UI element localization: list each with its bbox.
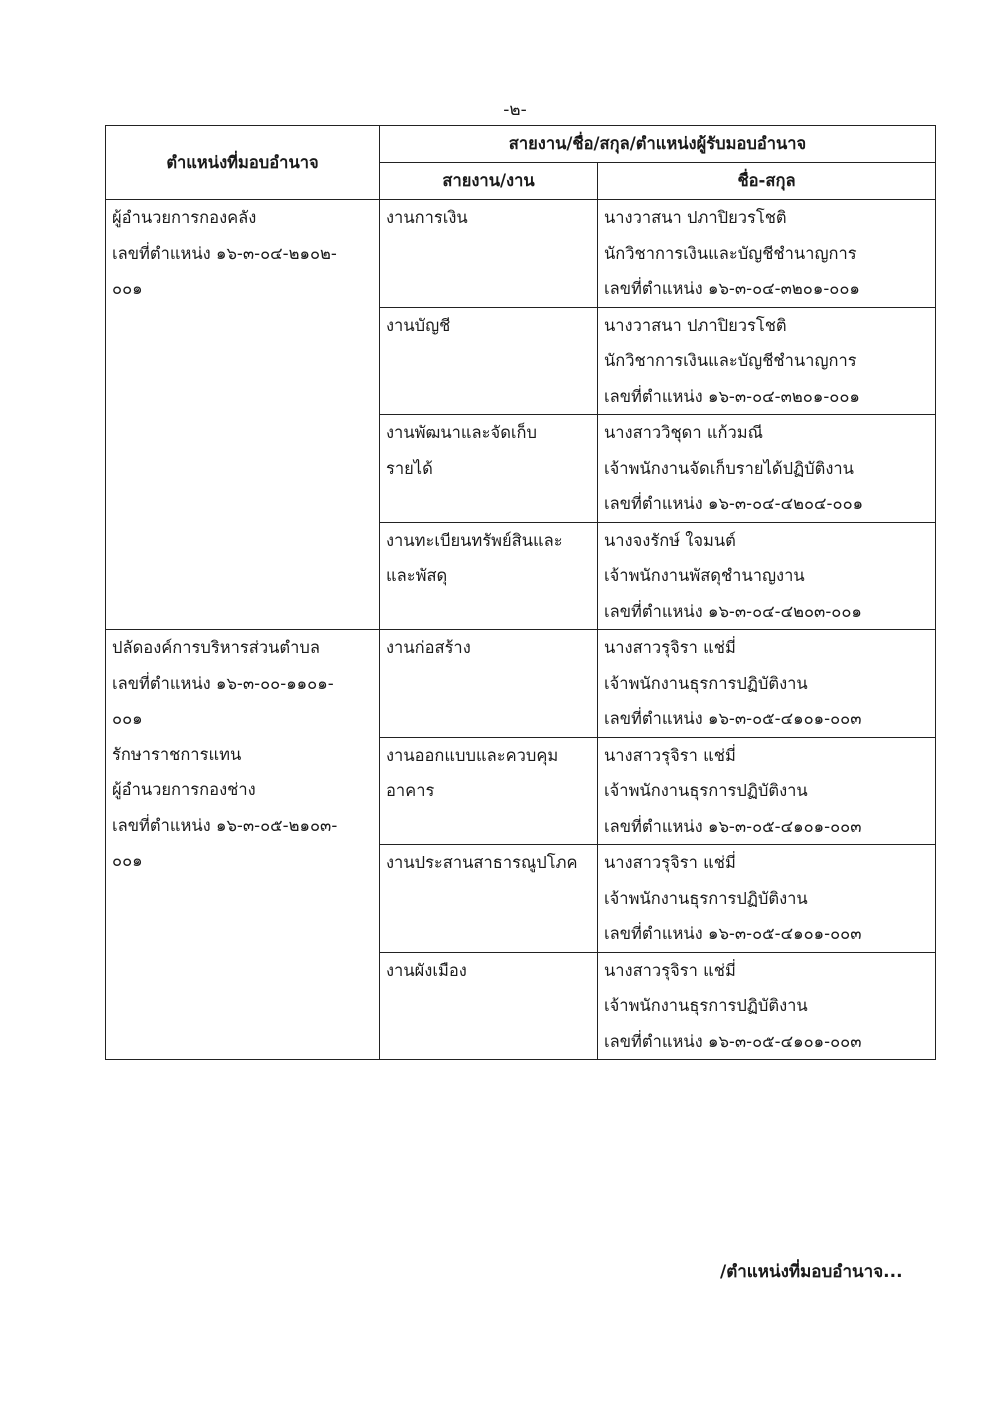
- name-cell: นางวาสนา ปภาปิยวรโชติ นักวิชาการเงินและบัญชีชำนาญการ เลขที่ตำแหน่ง ๑๖-๓-๐๔-๓๒๐๑-๐๐๑: [598, 200, 936, 308]
- name-cell: นางสาวรุจิรา แช่มี่ เจ้าพนักงานธุรการปฏิบัติงาน เลขที่ตำแหน่ง ๑๖-๓-๐๕-๔๑๐๑-๐๐๓: [598, 845, 936, 953]
- continuation-note: /ตำแหน่งที่มอบอำนาจ...: [720, 1262, 903, 1282]
- work-cell: งานผังเมือง: [380, 952, 598, 1060]
- position-cell: ปลัดองค์การบริหารส่วนตำบล เลขที่ตำแหน่ง ๑๖-๓-๐๐-๑๑๐๑- ๐๐๑ รักษาราชการแทน ผู้อำนวยการกองช่าง เลขที่ตำแหน่ง ๑๖-๓-๐๕-๒๑๐๓- ๐๐๑: [106, 630, 380, 1060]
- name-cell: นางวาสนา ปภาปิยวรโชติ นักวิชาการเงินและบัญชีชำนาญการ เลขที่ตำแหน่ง ๑๖-๓-๐๔-๓๒๐๑-๐๐๑: [598, 307, 936, 415]
- table-row: [106, 200, 936, 308]
- work-cell: งานการเงิน: [380, 200, 598, 308]
- work-cell: งานบัญชี: [380, 307, 598, 415]
- work-cell: งานพัฒนาและจัดเก็บ รายได้: [380, 415, 598, 523]
- delegation-table: [105, 125, 936, 1060]
- name-cell: นางจงรักษ์ ใจมนต์ เจ้าพนักงานพัสดุชำนาญงาน เลขที่ตำแหน่ง ๑๖-๓-๐๔-๔๒๐๓-๐๐๑: [598, 522, 936, 630]
- name-cell: นางสาวรุจิรา แช่มี่ เจ้าพนักงานธุรการปฏิบัติงาน เลขที่ตำแหน่ง ๑๖-๓-๐๕-๔๑๐๑-๐๐๓: [598, 952, 936, 1060]
- name-cell: นางสาววิชุดา แก้วมณี เจ้าพนักงานจัดเก็บรายได้ปฏิบัติงาน เลขที่ตำแหน่ง ๑๖-๓-๐๔-๔๒๐๔-๐๐๑: [598, 415, 936, 523]
- header-work: สายงาน/งาน: [380, 163, 598, 200]
- work-cell: งานประสานสาธารณูปโภค: [380, 845, 598, 953]
- work-cell: งานออกแบบและควบคุม อาคาร: [380, 737, 598, 845]
- page-number: -๒-: [503, 100, 527, 120]
- position-cell: ผู้อำนวยการกองคลัง เลขที่ตำแหน่ง ๑๖-๓-๐๔-๒๑๐๒- ๐๐๑: [106, 200, 380, 630]
- work-cell: งานก่อสร้าง: [380, 630, 598, 738]
- header-position: ตำแหน่งที่มอบอำนาจ: [106, 126, 380, 200]
- name-cell: นางสาวรุจิรา แช่มี่ เจ้าพนักงานธุรการปฏิบัติงาน เลขที่ตำแหน่ง ๑๖-๓-๐๕-๔๑๐๑-๐๐๓: [598, 630, 936, 738]
- header-group: สายงาน/ชื่อ/สกุล/ตำแหน่งผู้รับมอบอำนาจ: [380, 126, 936, 163]
- work-cell: งานทะเบียนทรัพย์สินและ และพัสดุ: [380, 522, 598, 630]
- header-name: ชื่อ-สกุล: [598, 163, 936, 200]
- table-row: [106, 630, 936, 738]
- name-cell: นางสาวรุจิรา แช่มี่ เจ้าพนักงานธุรการปฏิบัติงาน เลขที่ตำแหน่ง ๑๖-๓-๐๕-๔๑๐๑-๐๐๓: [598, 737, 936, 845]
